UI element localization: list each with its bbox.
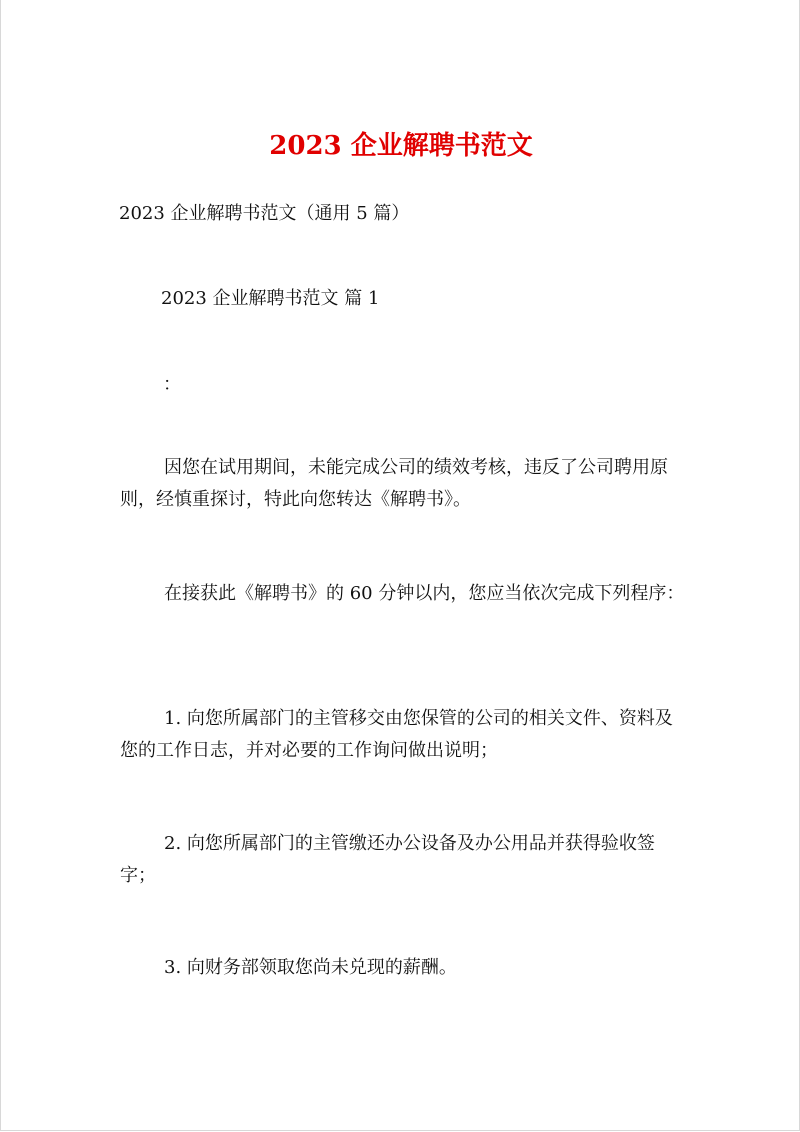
paragraph-3: 1. 向您所属部门的主管移交由您保管的公司的相关文件、资料及您的工作日志，并对必要的工作询问做出说明； [120,708,673,761]
document-intro: 2023 企业解聘书范文（通用 5 篇） [119,203,410,224]
section-heading: 2023 企业解聘书范文 篇 1 [161,288,380,309]
paragraph-1: 因您在试用期间，未能完成公司的绩效考核，违反了公司聘用原则，经慎重探讨，特此向您转达《解聘书》。 [120,457,668,510]
paragraph-5: 3. 向财务部领取您尚未兑现的薪酬。 [164,957,457,978]
salutation: ： [163,374,181,395]
paragraph-2: 在接获此《解聘书》的 60 分钟以内，您应当依次完成下列程序： [164,583,685,604]
document-title: 2023 企业解聘书范文 [269,131,533,161]
paragraph-4: 2. 向您所属部门的主管缴还办公设备及办公用品并获得验收签字； [120,833,655,886]
